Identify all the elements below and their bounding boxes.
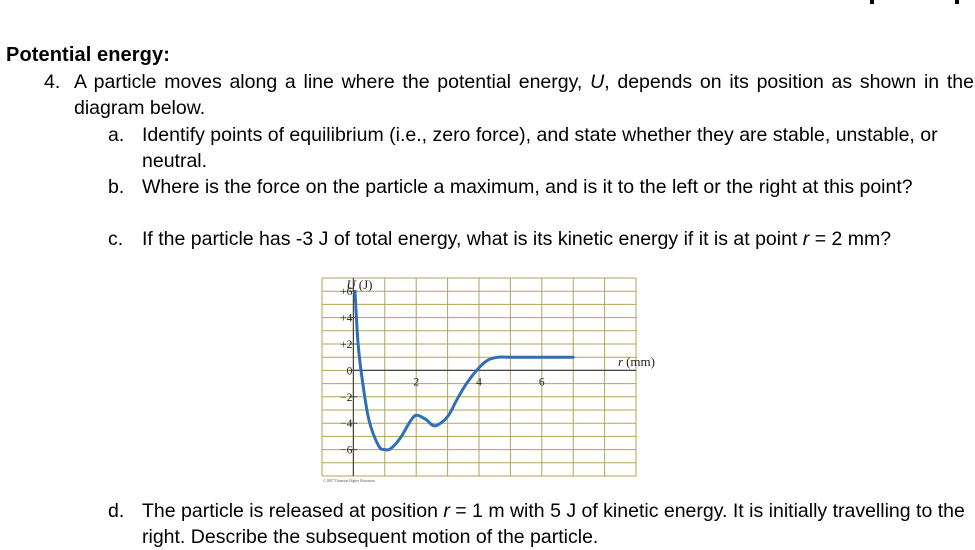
part-b-letter: b.: [108, 176, 125, 198]
part-c-letter: c.: [108, 228, 124, 250]
y-axis-label: [346, 277, 372, 292]
x-axis-label-var: r: [618, 354, 624, 370]
x-tick-label: 6: [538, 376, 545, 389]
part-d-letter: d.: [108, 500, 125, 522]
y-axis-label-var: U: [346, 277, 356, 292]
part-a-letter: a.: [108, 124, 125, 146]
y-tick-label: +4: [340, 312, 353, 325]
part-d-text-part: = 1 m with 5 J of kinetic energy. It is initially travelling to the right. Describe the subsequent motion of the particle.: [142, 500, 965, 548]
part-a-text: Identify points of equilibrium (i.e., zero force), and state whether they are stable, unstable, or neutral.: [142, 124, 938, 172]
y-tick-label: 0: [346, 365, 353, 378]
part-c-text: [142, 226, 972, 252]
question-number: 4.: [44, 71, 61, 93]
copyright-note: © 2007 Thomson Higher Education: [323, 479, 375, 483]
variable-r: r: [443, 500, 450, 522]
graph-axes: [353, 278, 636, 476]
x-axis-label-unit: (mm): [626, 354, 655, 370]
section-heading: Potential energy:: [6, 44, 170, 66]
part-d-text: [142, 498, 972, 550]
y-tick-label: +2: [340, 339, 353, 351]
variable-u: U: [590, 71, 605, 93]
part-d-text-part: The particle is released at position: [142, 500, 444, 522]
x-axis-label: [618, 354, 655, 369]
x-tick-label: 4: [476, 376, 482, 389]
y-tick-label: −6: [340, 444, 353, 457]
y-tick-label: −2: [340, 391, 353, 404]
variable-r: r: [802, 228, 810, 250]
part-c-text-part: = 2 mm?: [809, 228, 892, 250]
y-tick-label: −4: [340, 418, 353, 431]
question-text-part: A particle moves along a line where the potential energy,: [74, 71, 591, 93]
potential-energy-graph: [318, 268, 660, 486]
y-axis-label-unit: (J): [358, 277, 373, 292]
question-text-part: , depends on its position as shown in the diagram below.: [74, 71, 974, 119]
question-text: [74, 69, 974, 121]
y-tick-label: +6: [340, 286, 353, 299]
x-tick-label: 2: [413, 376, 420, 389]
part-c-text-part: If the particle has -3 J of total energy, what is its kinetic energy if it is at point: [142, 228, 803, 250]
part-b-text: Where is the force on the particle a maximum, and is it to the left or the right at this point?: [142, 176, 913, 198]
top-edge-mark: [870, 0, 874, 4]
top-edge-mark: [955, 0, 959, 4]
